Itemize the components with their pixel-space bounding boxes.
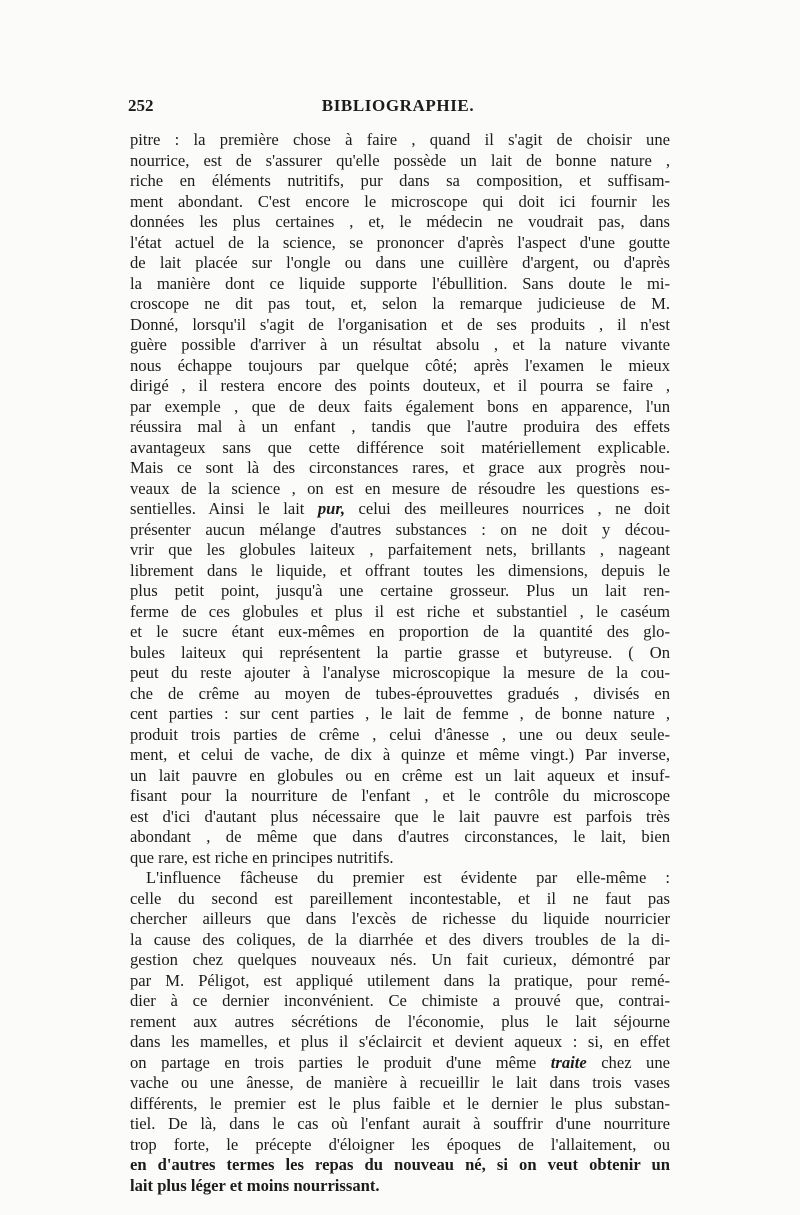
text-line: dirigé , il restera encore des points douteux, et il pourra se faire ,	[130, 376, 670, 395]
text-line: différents, le premier est le plus faible et le dernier le plus substan-	[130, 1093, 670, 1113]
text-segment: on partage en trois parties le produit d'une même	[130, 1052, 537, 1072]
text-line: vache ou une ânesse, de manière à recueillir le lait dans trois vases	[130, 1073, 670, 1092]
text-line: librement dans le liquide, et offrant toutes les dimensions, depuis le	[130, 560, 670, 580]
text-line: nous échappe toujours par quelque côté; après l'examen le mieux	[130, 355, 670, 375]
text-line: de lait placée sur l'ongle ou dans une cuillère d'argent, ou d'après	[130, 253, 670, 272]
text-segment: chez une	[586, 1052, 671, 1072]
running-head: BIBLIOGRAPHIE.	[321, 96, 475, 115]
text-line	[130, 1053, 670, 1074]
text-line: ferme de ces globules et plus il est riche et substantiel , le caséum	[130, 601, 670, 621]
page-number: 252	[128, 96, 154, 115]
text-line: ment abondant. C'est encore le microscope qui doit ici fournir les	[130, 191, 670, 211]
text-line: un lait pauvre en globules ou en crême est un lait aqueux et insuf-	[130, 765, 670, 785]
text-line: la cause des coliques, de la diarrhée et des divers troubles de la di-	[130, 929, 670, 949]
text-line: celle du second est pareillement incontestable, et il ne faut pas	[130, 888, 670, 908]
text-segment: sentielles. Ainsi le lait	[130, 499, 305, 518]
text-line: peut du reste ajouter à l'analyse microscopique la mesure de la cou-	[130, 663, 670, 682]
text-line: bules laiteux qui représentent la partie grasse et butyreuse. ( On	[130, 642, 670, 662]
text-line: trop forte, le précepte d'éloigner les époques de l'allaitement, ou	[130, 1134, 670, 1154]
text-line	[130, 499, 670, 520]
text-line: présenter aucun mélange d'autres substances : on ne doit y décou-	[130, 519, 670, 539]
text-line: par M. Péligot, est appliqué utilement dans la pratique, pour remé-	[130, 970, 670, 990]
text-line: Mais ce sont là des circonstances rares, et grace aux progrès nou-	[130, 458, 670, 477]
text-line: rement aux autres sécrétions de l'économie, plus le lait séjourne	[130, 1011, 670, 1031]
text-line: en d'autres termes les repas du nouveau né, si on veut obtenir un	[130, 1155, 670, 1174]
text-line: Donné, lorsqu'il s'agit de l'organisation et de ses produits , il n'est	[130, 314, 670, 334]
paragraph-first-line: L'influence fâcheuse du premier est évidente par elle-même :	[146, 868, 670, 887]
text-line: ment, et celui de vache, de dix à quinze et même vingt.) Par inverse,	[130, 745, 670, 764]
text-line: che de crême au moyen de tubes-éprouvettes gradués , divisés en	[130, 683, 670, 703]
text-line: avantageux sans que cette différence soit matériellement explicable.	[130, 437, 670, 457]
italic-word-traite: traite	[550, 1052, 587, 1072]
text-line: fisant pour la nourriture de l'enfant , et le contrôle du microscope	[130, 786, 670, 805]
text-line: tiel. De là, dans le cas où l'enfant aurait à souffrir d'une nourriture	[130, 1114, 670, 1133]
text-line: plus petit point, jusqu'à une certaine grosseur. Plus un lait ren-	[130, 581, 670, 600]
text-line: riche en éléments nutritifs, pur dans sa composition, et suffisam-	[130, 171, 670, 190]
text-line: lait plus léger et moins nourrissant.	[130, 1175, 380, 1195]
text-line: chercher ailleurs que dans l'excès de richesse du liquide nourricier	[130, 909, 670, 928]
text-line: par exemple , que de deux faits également bons en apparence, l'un	[130, 396, 670, 416]
text-line: dans les mamelles, et plus il s'éclaircit et devient aqueux : si, en effet	[130, 1032, 670, 1051]
text-segment: celui des meilleures nourrices , ne doit	[345, 499, 670, 518]
text-line: nourrice, est de s'assurer qu'elle possède un lait de bonne nature ,	[130, 150, 670, 170]
text-line: est d'ici d'autant plus nécessaire que le lait pauvre est parfois très	[130, 806, 670, 826]
text-line: abondant , de même que dans d'autres circonstances, le lait, bien	[130, 827, 670, 846]
text-line: cent parties : sur cent parties , le lait de femme , de bonne nature ,	[130, 704, 670, 723]
text-line: l'état actuel de la science, se prononcer d'après l'aspect d'une goutte	[130, 232, 670, 252]
text-line: que rare, est riche en principes nutritifs.	[130, 847, 394, 867]
body-text	[130, 130, 670, 1196]
text-line: pitre : la première chose à faire , quand il s'agit de choisir une	[130, 130, 670, 149]
text-line: dier à ce dernier inconvénient. Ce chimiste a prouvé que, contrai-	[130, 991, 670, 1010]
italic-word-pur: pur,	[317, 499, 346, 518]
text-line: la manière dont ce liquide supporte l'ébullition. Sans doute le mi-	[130, 273, 670, 293]
page-header	[128, 96, 668, 118]
text-line: veaux de la science , on est en mesure de résoudre les questions es-	[130, 478, 670, 498]
text-line: données les plus certaines , et, le médecin ne voudrait pas, dans	[130, 212, 670, 231]
text-line: vrir que les globules laiteux , parfaitement nets, brillants , nageant	[130, 540, 670, 559]
text-line: produit trois parties de crême , celui d'ânesse , une ou deux seule-	[130, 724, 670, 744]
text-line: et le sucre étant eux-mêmes en proportion de la quantité des glo-	[130, 622, 670, 641]
text-line: guère possible d'arriver à un résultat absolu , et la nature vivante	[130, 335, 670, 354]
text-line: gestion chez quelques nouveaux nés. Un fait curieux, démontré par	[130, 950, 670, 969]
text-line: croscope ne dit pas tout, et, selon la remarque judicieuse de M.	[130, 294, 670, 313]
text-line: réussira mal à un enfant , tandis que l'autre produira des effets	[130, 417, 670, 436]
